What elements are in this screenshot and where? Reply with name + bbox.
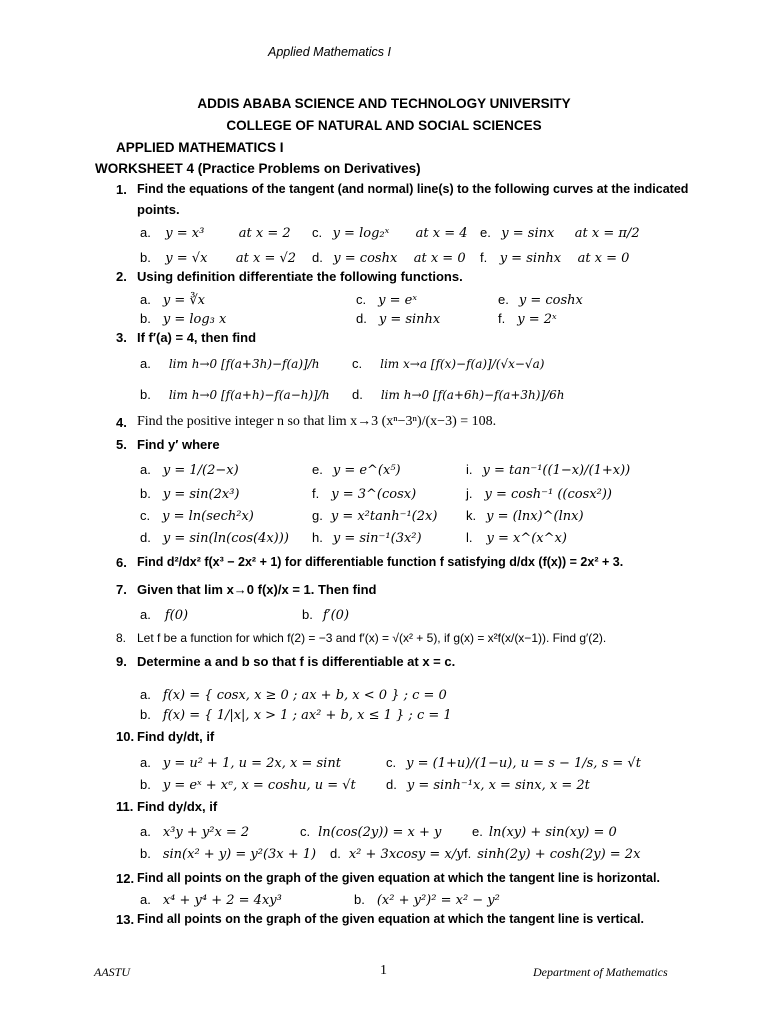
problem-5a: a. y = 1/(2−x) <box>140 462 239 478</box>
problem-5i: i. y = tan⁻¹((1−x)/(1+x)) <box>466 462 631 478</box>
problem-1-text: Find the equations of the tangent (and normal) line(s) to the following curves at the indicated <box>137 182 689 196</box>
problem-2-text: Using definition differentiate the following functions. <box>137 269 463 284</box>
problem-10a: a. y = u² + 1, u = 2x, x = sint <box>140 755 341 771</box>
problem-2d: d. y = sinhx <box>356 311 441 327</box>
problem-2-number: 2. <box>116 269 127 284</box>
problem-5c: c. y = ln(sech²x) <box>140 508 254 524</box>
problem-5-number: 5. <box>116 437 127 452</box>
college-title: COLLEGE OF NATURAL AND SOCIAL SCIENCES <box>226 118 542 133</box>
problem-1e: e. y = sinx at x = π/2 <box>480 225 640 241</box>
problem-10d: d. y = sinh⁻¹x, x = sinx, x = 2t <box>386 777 590 793</box>
problem-5j: j. y = cosh⁻¹ ((cosx²)) <box>466 486 612 502</box>
footer-left: AASTU <box>94 965 130 979</box>
problem-11d: d. x² + 3xcosy = x/y <box>330 846 464 862</box>
problem-2f: f. y = 2ˣ <box>498 311 557 327</box>
problem-5h: h. y = sin⁻¹(3x²) <box>312 530 422 546</box>
problem-1a: a. y = x³ at x = 2 <box>140 225 291 241</box>
problem-6-number: 6. <box>116 555 127 570</box>
problem-1b: b. y = √x at x = √2 <box>140 250 297 266</box>
problem-2e: e. y = coshx <box>498 292 583 308</box>
problem-5k: k. y = (lnx)^(lnx) <box>466 508 584 524</box>
problem-13-number: 13. <box>116 912 135 927</box>
problem-3-number: 3. <box>116 330 127 345</box>
problem-11c: c. ln(cos(2y)) = x + y <box>300 824 442 840</box>
problem-7b: b. f′(0) <box>302 607 350 623</box>
problem-9a: a. f(x) = { cosx, x ≥ 0 ; ax + b, x < 0 } ; c = 0 <box>140 687 447 703</box>
problem-2b: b. y = log₃ x <box>140 311 227 327</box>
problem-5-text: Find y′ where <box>137 437 220 452</box>
problem-8-number: 8. <box>116 631 127 645</box>
problem-5l: l. y = x^(x^x) <box>466 530 567 546</box>
problem-2c: c. y = eˣ <box>356 292 417 308</box>
problem-10b: b. y = eˣ + xᵉ, x = coshu, u = √t <box>140 777 356 793</box>
problem-4-number: 4. <box>116 415 127 430</box>
problem-5b: b. y = sin(2x³) <box>140 486 240 502</box>
problem-5d: d. y = sin(ln(cos(4x))) <box>140 530 289 546</box>
problem-12-number: 12. <box>116 871 135 886</box>
problem-1f: f. y = sinhx at x = 0 <box>480 250 630 266</box>
problem-11b: b. sin(x² + y) = y²(3x + 1) <box>140 846 317 862</box>
running-header: Applied Mathematics I <box>268 45 391 59</box>
problem-10c: c. y = (1+u)/(1−u), u = s − 1/s, s = √t <box>386 755 641 771</box>
problem-4-text: Find the positive integer n so that lim x→3 (xⁿ−3ⁿ)/(x−3) = 108. <box>137 414 497 429</box>
problem-6-text: Find d²/dx² f(x³ − 2x² + 1) for differentiable function f satisfying d/dx (f(x)) = 2x² + 3. <box>137 555 624 569</box>
problem-2a: a. y = ∛x <box>140 292 205 308</box>
problem-8-text: Let f be a function for which f(2) = −3 and f′(x) = √(x² + 5), if g(x) = x²f(x/(x−1)). Find g′(2). <box>137 631 607 645</box>
problem-7-number: 7. <box>116 582 127 597</box>
problem-3-text: If f′(a) = 4, then find <box>137 330 257 345</box>
problem-11f: f. sinh(2y) + cosh(2y) = 2x <box>464 846 641 862</box>
problem-1d: d. y = coshx at x = 0 <box>312 250 466 266</box>
problem-13-text: Find all points on the graph of the given equation at which the tangent line is vertical. <box>137 912 644 926</box>
problem-3b: b. lim h→0 [f(a+h)−f(a−h)]/h <box>140 387 330 402</box>
footer-right: Department of Mathematics <box>533 965 668 979</box>
problem-11-text: Find dy/dx, if <box>137 799 218 814</box>
problem-1c: c. y = log₂ˣ at x = 4 <box>312 225 468 241</box>
problem-7a: a. f(0) <box>140 607 189 623</box>
problem-1-number: 1. <box>116 182 127 197</box>
problem-1-text-cont: points. <box>137 202 180 217</box>
problem-10-number: 10. <box>116 729 135 744</box>
problem-9-text: Determine a and b so that f is differentiable at x = c. <box>137 654 456 669</box>
problem-5f: f. y = 3^(cosx) <box>312 486 417 502</box>
problem-9-number: 9. <box>116 654 127 669</box>
problem-10-text: Find dy/dt, if <box>137 729 215 744</box>
page-number: 1 <box>380 963 387 978</box>
problem-12a: a. x⁴ + y⁴ + 2 = 4xy³ <box>140 892 282 908</box>
problem-5e: e. y = e^(x⁵) <box>312 462 401 478</box>
problem-3c: c. lim x→a [f(x)−f(a)]/(√x−√a) <box>352 356 545 371</box>
problem-12-text: Find all points on the graph of the given equation at which the tangent line is horizontal. <box>137 871 660 885</box>
worksheet-title: WORKSHEET 4 (Practice Problems on Derivatives) <box>95 161 421 176</box>
problem-3a: a. lim h→0 [f(a+3h)−f(a)]/h <box>140 356 320 371</box>
problem-11e: e. ln(xy) + sin(xy) = 0 <box>472 824 617 840</box>
problem-11a: a. x³y + y²x = 2 <box>140 824 250 840</box>
problem-12b: b. (x² + y²)² = x² − y² <box>354 892 500 908</box>
problem-11-number: 11. <box>116 799 134 814</box>
problem-9b: b. f(x) = { 1/|x|, x > 1 ; ax² + b, x ≤ 1 } ; c = 1 <box>140 707 452 723</box>
problem-5g: g. y = x²tanh⁻¹(2x) <box>312 508 438 524</box>
course-title: APPLIED MATHEMATICS I <box>116 140 284 155</box>
university-title: ADDIS ABABA SCIENCE AND TECHNOLOGY UNIVERSITY <box>197 96 571 111</box>
problem-7-text: Given that lim x→0 f(x)/x = 1. Then find <box>137 582 377 597</box>
problem-3d: d. lim h→0 [f(a+6h)−f(a+3h)]/6h <box>352 387 565 402</box>
